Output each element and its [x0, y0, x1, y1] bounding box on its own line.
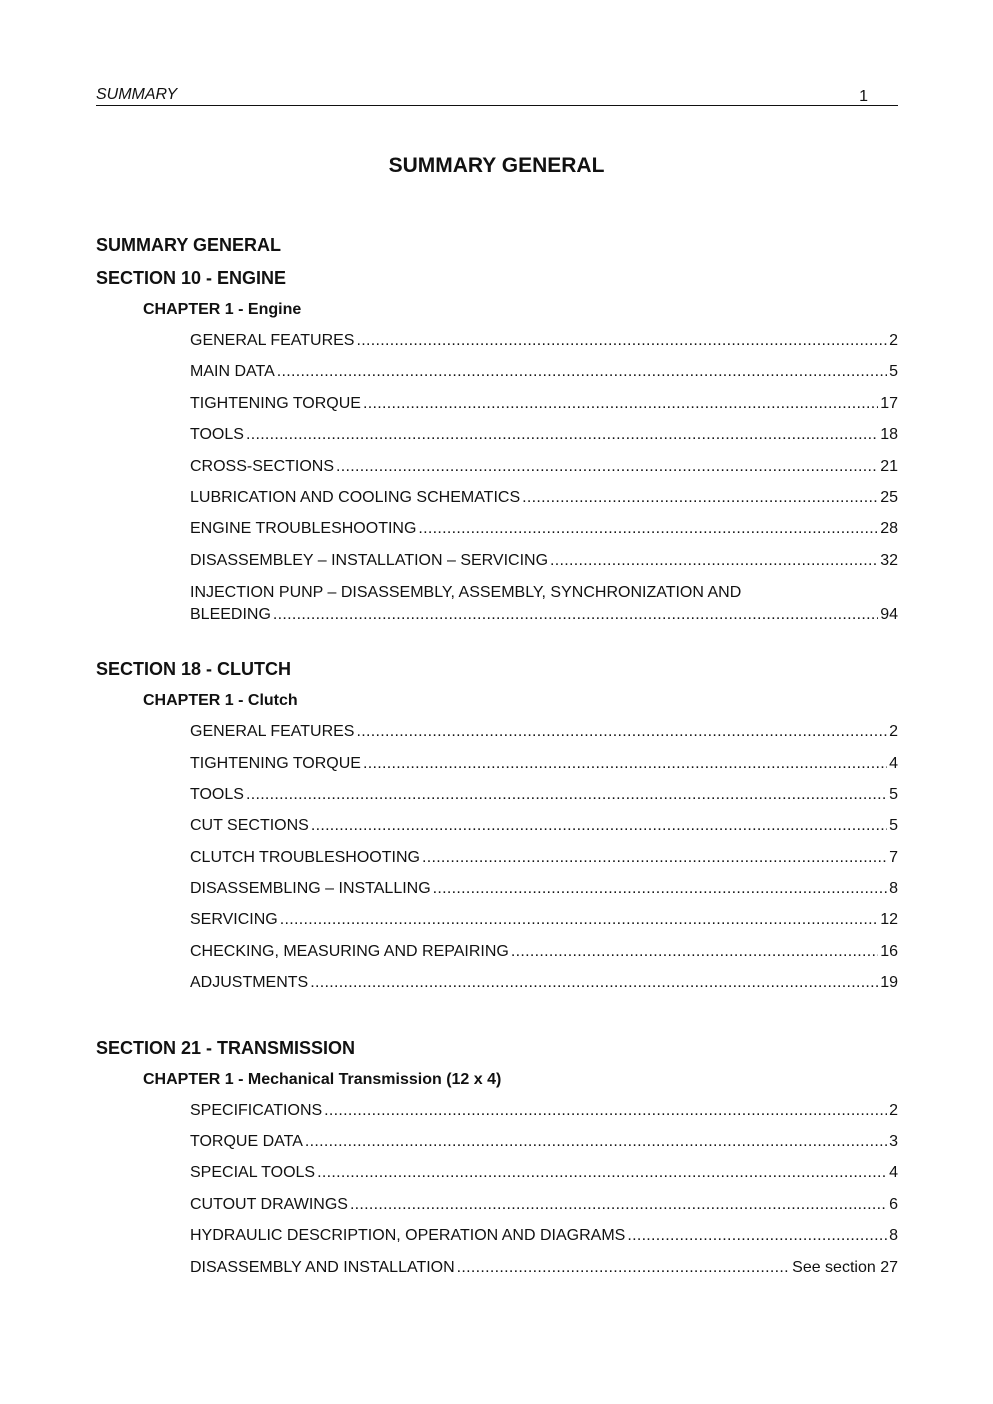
toc-entry[interactable]	[96, 879, 898, 910]
section-heading-transmission: SECTION 21 - TRANSMISSION	[96, 1037, 356, 1058]
toc-entry[interactable]	[96, 331, 898, 362]
dot-leader	[356, 331, 887, 351]
toc-entry-page: 17	[880, 394, 898, 412]
dot-leader	[336, 457, 878, 477]
dot-leader	[317, 1163, 887, 1183]
toc-entry-label: CLUTCH TROUBLESHOOTING	[190, 848, 420, 866]
toc-entry-page: 8	[889, 880, 898, 898]
toc-entry[interactable]	[96, 551, 898, 582]
running-title: SUMMARY	[96, 86, 178, 103]
toc-entry[interactable]	[96, 1132, 898, 1163]
toc-entry-page: 94	[880, 606, 898, 624]
toc-entry-page: 4	[889, 1164, 898, 1182]
toc-entry[interactable]	[96, 394, 898, 425]
dot-leader	[363, 394, 878, 414]
dot-leader	[627, 1226, 887, 1246]
dot-leader	[324, 1101, 887, 1121]
chapter-heading-transmission: CHAPTER 1 - Mechanical Transmission (12 x 4)	[143, 1070, 502, 1088]
summary-heading: SUMMARY GENERAL	[96, 235, 282, 255]
toc-entry-page: 6	[889, 1195, 898, 1213]
toc-entry-label: ENGINE TROUBLESHOOTING	[190, 520, 417, 538]
toc-entry[interactable]	[96, 816, 898, 847]
toc-entry[interactable]	[96, 582, 898, 626]
toc-entry-label: CROSS-SECTIONS	[190, 457, 335, 475]
toc-entry-label: TIGHTENING TORQUE	[190, 754, 361, 772]
chapter-heading-engine: CHAPTER 1 - Engine	[143, 301, 302, 318]
toc-entry-label: ADJUSTMENTS	[190, 974, 309, 992]
toc-entry[interactable]	[96, 754, 898, 785]
toc-entry-page: See section 27	[792, 1258, 898, 1276]
dot-leader	[246, 785, 887, 805]
toc-entry-label: DISASSEMBLY AND INSTALLATION	[190, 1258, 455, 1276]
toc-entry-page: 8	[889, 1227, 898, 1245]
toc-entry-label: MAIN DATA	[190, 363, 275, 381]
toc-entry[interactable]	[96, 519, 898, 550]
toc-entry[interactable]	[96, 425, 898, 456]
dot-leader	[418, 519, 878, 539]
page-title: SUMMARY GENERAL	[388, 154, 605, 177]
toc-entry-label: HYDRAULIC DESCRIPTION, OPERATION AND DIAGRAMS	[190, 1227, 626, 1245]
toc-entry-page: 5	[889, 817, 898, 835]
dot-leader	[273, 604, 878, 626]
toc-entry-page: 2	[889, 723, 898, 741]
toc-entry-label: SERVICING	[190, 911, 278, 929]
toc-entry-label: CUT SECTIONS	[190, 817, 309, 835]
toc-entry[interactable]	[96, 1101, 898, 1132]
dot-leader	[280, 910, 878, 930]
toc-entry-page: 7	[889, 848, 898, 866]
toc-entry-label: DISASSEMBLEY – INSTALLATION – SERVICING	[190, 551, 549, 569]
page-number: 1	[859, 88, 868, 105]
toc-entry-label: DISASSEMBLING – INSTALLING	[190, 880, 431, 898]
toc-entry-label: TOOLS	[190, 426, 244, 444]
toc-entry-label: SPECIAL TOOLS	[190, 1164, 316, 1182]
toc-entry-label-line1: INJECTION PUNP – DISASSEMBLY, ASSEMBLY, SYNCHRONIZATION AND	[190, 584, 742, 602]
toc-entry-label-line2: BLEEDING	[190, 606, 271, 624]
dot-leader	[511, 942, 878, 962]
dot-leader	[311, 816, 887, 836]
dot-leader	[457, 1258, 790, 1278]
toc-entry[interactable]	[96, 1226, 898, 1257]
toc-entry[interactable]	[96, 488, 898, 519]
toc-entry-page: 18	[880, 426, 898, 444]
toc-entry[interactable]	[96, 1195, 898, 1226]
toc-entry[interactable]	[96, 942, 898, 973]
toc-entry-page: 28	[880, 520, 898, 538]
toc-entry-label: LUBRICATION AND COOLING SCHEMATICS	[190, 488, 521, 506]
page-header	[96, 86, 898, 106]
toc-entry-label: SPECIFICATIONS	[190, 1101, 323, 1119]
toc-entry[interactable]	[96, 1258, 898, 1289]
dot-leader	[350, 1195, 887, 1215]
toc-entry-page: 5	[889, 363, 898, 381]
toc-entry[interactable]	[96, 1163, 898, 1194]
dot-leader	[305, 1132, 887, 1152]
dot-leader	[422, 848, 887, 868]
toc-entry[interactable]	[96, 910, 898, 941]
toc-entry-page: 16	[880, 942, 898, 960]
toc-entry-label: CUTOUT DRAWINGS	[190, 1195, 348, 1213]
toc-entry-page: 12	[880, 911, 898, 929]
toc-entry[interactable]	[96, 722, 898, 753]
toc-entry-page: 4	[889, 754, 898, 772]
toc-entry-label: TIGHTENING TORQUE	[190, 394, 361, 412]
dot-leader	[356, 722, 887, 742]
toc-entry-page: 2	[889, 332, 898, 349]
toc-entry[interactable]	[96, 785, 898, 816]
dot-leader	[550, 551, 878, 571]
toc-entry-page: 19	[880, 974, 898, 992]
toc-entry-page: 3	[889, 1133, 898, 1151]
dot-leader	[277, 362, 887, 382]
toc-entry-label: TOOLS	[190, 785, 244, 803]
toc-entry-page: 25	[880, 488, 898, 506]
toc-entry-label: CHECKING, MEASURING AND REPAIRING	[190, 942, 509, 960]
dot-leader	[522, 488, 878, 508]
toc-entry-page: 5	[889, 785, 898, 803]
toc-entry[interactable]	[96, 362, 898, 393]
toc-entry-page: 21	[880, 457, 898, 475]
toc-entry-label: TORQUE DATA	[190, 1133, 303, 1151]
toc-entry-label: GENERAL FEATURES	[190, 332, 355, 349]
section-heading-engine: SECTION 10 - ENGINE	[96, 268, 287, 288]
toc-entry-page: 2	[889, 1101, 898, 1119]
toc-entry-page: 32	[880, 551, 898, 569]
section-heading-clutch: SECTION 18 - CLUTCH	[96, 659, 292, 680]
dot-leader	[433, 879, 887, 899]
toc-entry[interactable]	[96, 457, 898, 488]
toc-entry[interactable]	[96, 848, 898, 879]
dot-leader	[363, 754, 887, 774]
table-of-contents	[96, 234, 898, 1289]
chapter-heading-clutch: CHAPTER 1 - Clutch	[143, 692, 298, 710]
dot-leader	[310, 973, 878, 993]
toc-entry-label: GENERAL FEATURES	[190, 723, 355, 741]
toc-entry[interactable]	[96, 973, 898, 1004]
dot-leader	[246, 425, 878, 445]
